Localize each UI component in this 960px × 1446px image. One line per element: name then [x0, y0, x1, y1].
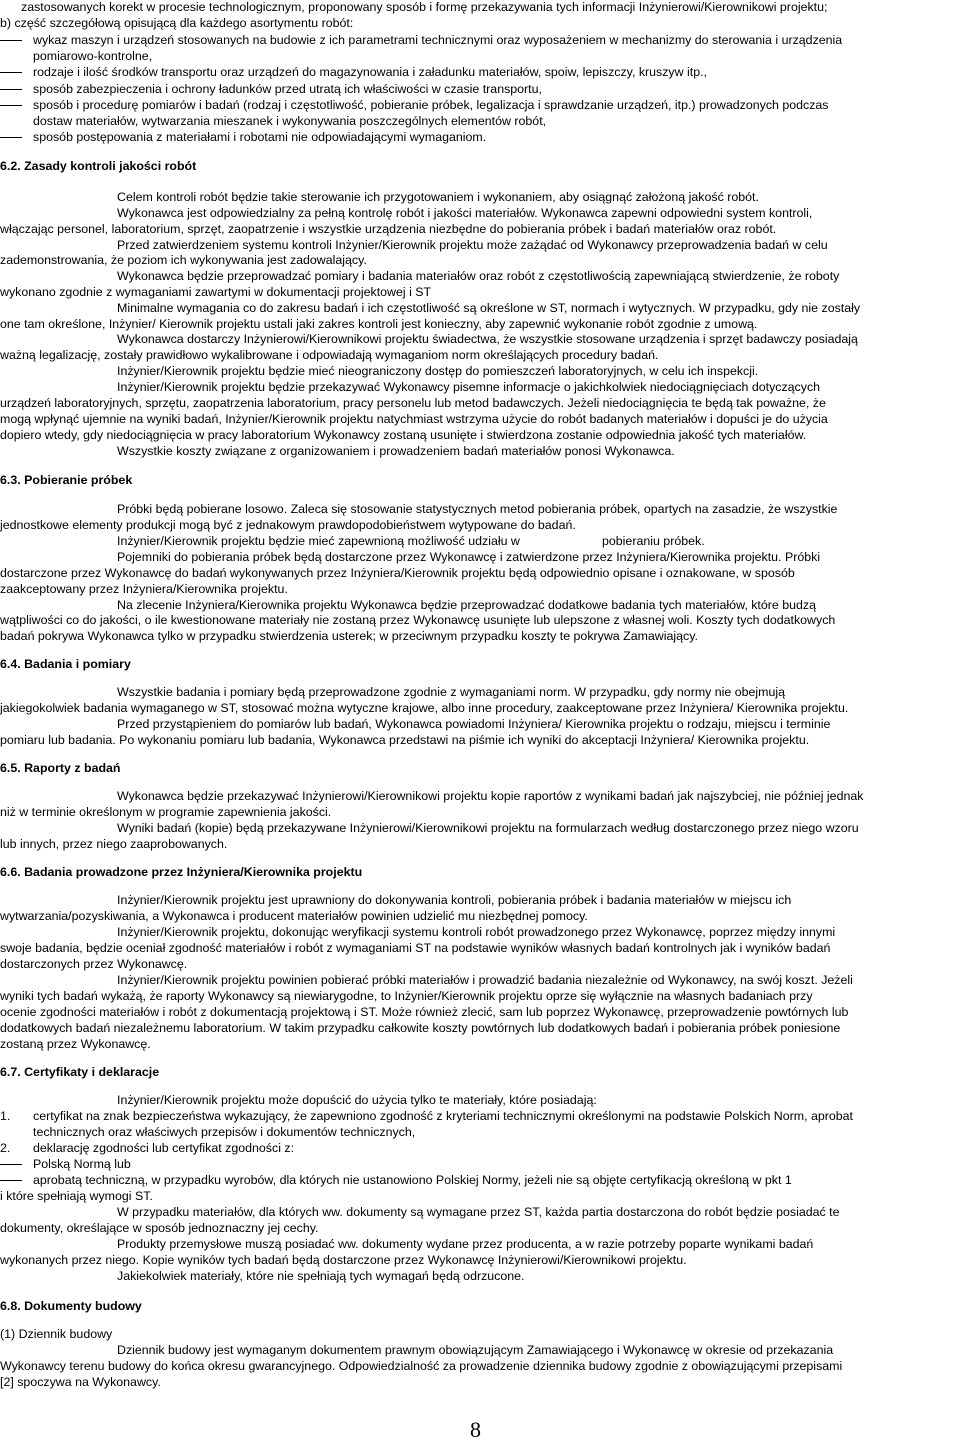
paragraph-line: dostarczonych przez Wykonawcę.: [0, 957, 188, 971]
paragraph-line: dokumenty, określające w sposób jednoznaczny jej cechy.: [0, 1221, 319, 1235]
intro-line: zastosowanych korekt w procesie technologicznym, proponowany sposób i formę przekazywania tych informacji Inżynierowi/Kierownikowi projektu;: [21, 0, 828, 14]
bullet-text: aprobatą techniczną, w przypadku wyrobów, dla których nie ustanowiono Polskiej Normy, jeżeli nie są objęte certyfikacją określoną w pkt 1: [33, 1173, 792, 1187]
bullet-text: sposób postępowania z materiałami i robotami nie odpowiadającymi wymaganiom.: [33, 130, 487, 144]
paragraph-line: dodatkowych badań niezależnemu laboratorium. W takim przypadku całkowite koszty powtórnych lub dodatkowych badań i pobierania próbek poniesione: [0, 1021, 841, 1035]
bullet-text: wykaz maszyn i urządzeń stosowanych na budowie z ich parametrami technicznymi oraz wyposażeniem w mechanizmy do sterowania i urządzenia: [33, 33, 843, 47]
bullet-text: Polską Normą lub: [33, 1157, 131, 1171]
paragraph-line: dostarczone przez Wykonawcę do badań wykonywanych przez Inżyniera/Kierownik projektu będą odpowiednio opisane i oznakowane, w sposób: [0, 566, 795, 580]
paragraph-line: Celem kontroli robót będzie takie sterowanie ich przygotowaniem i wykonaniem, aby osiągnąć założoną jakość robót.: [117, 190, 759, 204]
dash-bullet-icon: [0, 1164, 22, 1165]
paragraph-line: urządzeń laboratoryjnych, sprzętu, zaopatrzenia laboratorium, pracy personelu lub metod badawczych. Jeżeli niedociągnięcia te będą tak poważne, że: [0, 396, 826, 410]
section-heading: 6.3. Pobieranie próbek: [0, 473, 133, 487]
paragraph-line: niż w terminie określonym w programie zapewnienia jakości.: [0, 805, 332, 819]
paragraph-line: zaakceptowany przez Inżyniera/Kierownika projektu.: [0, 582, 288, 596]
paragraph-line: Inżynier/Kierownik projektu będzie mieć zapewnioną możliwość udziału w: [117, 534, 520, 548]
bullet-text: pomiarowo-kontrolne,: [33, 49, 153, 63]
paragraph-line: wykonanych przez niego. Kopie wyników tych badań będą dostarczone przez Wykonawcę Inżynierowi/Kierownikowi projektu.: [0, 1253, 687, 1267]
paragraph-line: Inżynier/Kierownik projektu będzie przekazywać Wykonawcy pisemne informacje o jakichkolwiek niedociągnięciach dotyczących: [117, 380, 821, 394]
paragraph-line: Inżynier/Kierownik projektu będzie mieć nieograniczony dostęp do pomieszczeń laboratoryjnych, w celu ich inspekcji.: [117, 364, 759, 378]
dash-bullet-icon: [0, 72, 22, 73]
paragraph-line: lub innych, przez niego zaaprobowanych.: [0, 837, 228, 851]
paragraph-line: Wykonawcy terenu budowy do końca okresu gwarancyjnego. Odpowiedzialność za prowadzenie dziennika budowy zgodnie z obowiązującymi przepisami: [0, 1359, 843, 1373]
paragraph-line: Wykonawca będzie przekazywać Inżynierowi/Kierownikowi projektu kopie raportów z wynikami badań jak najszybciej, nie później jednak: [117, 789, 864, 803]
paragraph-line: wyniki tych badań wykażą, że raporty Wykonawcy są niewiarygodne, to Inżynier/Kierownik projektu oprze się wyłącznie na własnych badaniach przy: [0, 989, 813, 1003]
dash-bullet-icon: [0, 89, 22, 90]
paragraph-line: Na zlecenie Inżyniera/Kierownika projektu Wykonawca będzie przeprowadzać dodatkowe badania tych materiałów, które budzą: [117, 598, 816, 612]
paragraph-line: zademonstrowania, że poziom ich wykonywania jest zadowalający.: [0, 253, 367, 267]
paragraph-line: Wszystkie badania i pomiary będą przeprowadzone zgodnie z wymaganiami norm. W przypadku, gdy normy nie obejmują: [117, 685, 786, 699]
paragraph-line: one tam określone, Inżynier/ Kierownik projektu ustali jaki zakres kontroli jest konieczny, aby zapewnić wykonanie robót zgodnie z umową.: [0, 317, 758, 331]
section-heading: 6.7. Certyfikaty i deklaracje: [0, 1065, 160, 1079]
paragraph-line: pobieraniu próbek.: [602, 534, 705, 548]
dash-bullet-icon: [0, 40, 22, 41]
intro-line: b) część szczegółową opisującą dla każdego asortymentu robót:: [0, 16, 354, 30]
paragraph-line: jednostkowe elementy produkcji mogą być z jednakowym prawdopodobieństwem wytypowane do badań.: [0, 518, 576, 532]
paragraph-line: badań pokrywa Wykonawca tylko w przypadku stwierdzenia usterek; w przeciwnym przypadku koszty te pokrywa Zamawiający.: [0, 629, 698, 643]
paragraph-line: Inżynier/Kierownik projektu powinien pobierać próbki materiałów i prowadzić badania niezależnie od Wykonawcy, na swój koszt. Jeżeli: [117, 973, 853, 987]
paragraph-line: Inżynier/Kierownik projektu jest uprawniony do dokonywania kontroli, pobierania próbek i badania materiałów w miejscu ich: [117, 893, 792, 907]
paragraph-line: W przypadku materiałów, dla których ww. dokumenty są wymagane przez ST, każda partia dostarczona do robót będzie posiadać te: [117, 1205, 840, 1219]
paragraph-line: wątpliwości co do jakości, o ile kwestionowane materiały nie zostaną przez Wykonawcę usunięte lub ulepszone z własnej woli. Koszty tych dodatkowych: [0, 613, 836, 627]
paragraph-line: Wykonawca jest odpowiedzialny za pełną kontrolę robót i jakości materiałów. Wykonawca zapewni odpowiedni system kontroli,: [117, 206, 813, 220]
paragraph-line: Inżynier/Kierownik projektu może dopuścić do użycia tylko te materiały, które posiadają:: [117, 1093, 597, 1107]
paragraph-line: ważną legalizację, zostały prawidłowo wykalibrowane i odpowiadają wymaganiom norm określających procedury badań.: [0, 348, 659, 362]
dash-bullet-icon: [0, 137, 22, 138]
paragraph-line: wykonano zgodnie z wymaganiami zawartymi w dokumentacji projektowej i ST: [0, 285, 432, 299]
paragraph-line: Pojemniki do pobierania próbek będą dostarczone przez Wykonawcę i zatwierdzone przez Inżyniera/Kierownika projektu. Próbki: [117, 550, 821, 564]
bullet-text: rodzaje i ilość środków transportu oraz urządzeń do magazynowania i załadunku materiałów, spoiw, lepiszczy, kruszyw itp.,: [33, 65, 707, 79]
list-number: 1.: [0, 1109, 11, 1123]
subheading: (1) Dziennik budowy: [0, 1327, 113, 1341]
bullet-text: sposób zabezpieczenia i ochrony ładunków przed utratą ich właściwości w czasie transportu,: [33, 82, 542, 96]
paragraph-line: Próbki będą pobierane losowo. Zaleca się stosowanie statystycznych metod pobierania próbek, opartych na zasadzie, że wszystkie: [117, 502, 838, 516]
paragraph-line: mogą wpłynąć ujemnie na wyniki badań, Inżynier/Kierownik projektu natychmiast wstrzyma użycie do robót badanych materiałów i dopuści je do użycia: [0, 412, 828, 426]
section-heading: 6.2. Zasady kontroli jakości robót: [0, 159, 197, 173]
paragraph-line: ocenie zgodności materiałów i robót z dokumentacją projektową i ST. Może również zlecić, sam lub poprzez Wykonawcę, przeprowadzenie powtórnych lub: [0, 1005, 849, 1019]
section-heading: 6.5. Raporty z badań: [0, 761, 121, 775]
section-heading: 6.4. Badania i pomiary: [0, 657, 131, 671]
paragraph-line: Przed zatwierdzeniem systemu kontroli Inżynier/Kierownik projektu może zażądać od Wykonawcy przeprowadzenia badań w celu: [117, 238, 828, 252]
list-number: 2.: [0, 1141, 11, 1155]
paragraph-line: pomiaru lub badania. Po wykonaniu pomiaru lub badania, Wykonawca przedstawi na piśmie ich wyniki do akceptacji Inżyniera/ Kierownika projektu.: [0, 733, 810, 747]
paragraph-line: Dziennik budowy jest wymaganym dokumentem prawnym obowiązującym Zamawiającego i Wykonawcę w okresie od przekazania: [117, 1343, 834, 1357]
paragraph-line: Inżynier/Kierownik projektu, dokonując weryfikacji systemu kontroli robót prowadzonego przez Wykonawcę, poprzez między innymi: [117, 925, 836, 939]
paragraph-line: Minimalne wymagania co do zakresu badań i ich częstotliwość są określone w ST, normach i wytycznych. W przypadku, gdy nie zostały: [117, 301, 861, 315]
paragraph-line: jakiegokolwiek badania wymaganego w ST, stosować można wytyczne krajowe, albo inne procedury, zaakceptowane przez Inżyniera/ Kierownika projektu.: [0, 701, 849, 715]
paragraph-line: Jakiekolwiek materiały, które nie spełniają tych wymagań będą odrzucone.: [117, 1269, 525, 1283]
bullet-text: dostaw materiałów, wytwarzania mieszanek i wykonywania poszczególnych elementów robót,: [33, 114, 547, 128]
bullet-text: sposób i procedurę pomiarów i badań (rodzaj i częstotliwość, pobieranie próbek, legalizacja i sprawdzanie urządzeń, itp.) prowadzonych podczas: [33, 98, 829, 112]
numbered-item-text: certyfikat na znak bezpieczeństwa wykazujący, że zapewniono zgodność z kryteriami technicznymi określonymi na podstawie Polskich Norm, aprobat: [33, 1109, 853, 1123]
paragraph-line: włączając personel, laboratorium, sprzęt, zaopatrzenie i wszystkie urządzenia niezbędne do pobierania próbek i badań materiałów oraz robót.: [0, 222, 777, 236]
dash-bullet-icon: [0, 1180, 22, 1181]
dash-bullet-icon: [0, 105, 22, 106]
section-heading: 6.6. Badania prowadzone przez Inżyniera/Kierownika projektu: [0, 865, 363, 879]
paragraph-line: Produkty przemysłowe muszą posiadać ww. dokumenty wydane przez producenta, a w razie potrzeby poparte wynikami badań: [117, 1237, 814, 1251]
numbered-item-text: technicznych oraz właściwych przepisów i dokumentów technicznych,: [33, 1125, 416, 1139]
page-number: 8: [470, 1417, 481, 1442]
numbered-item-text: deklarację zgodności lub certyfikat zgodności z:: [33, 1141, 295, 1155]
paragraph-line: zostaną przez Wykonawcę.: [0, 1037, 151, 1051]
paragraph-line: Wykonawca dostarczy Inżynierowi/Kierownikowi projektu świadectwa, że wszystkie stosowane urządzenia i sprzęt badawczy posiadają: [117, 332, 858, 346]
paragraph-line: dopiero wtedy, gdy niedociągnięcia w pracy laboratorium Wykonawcy zostaną usunięte i stwierdzona zostanie odpowiednia jakość tych materiałów.: [0, 428, 807, 442]
paragraph-line: [2] spoczywa na Wykonawcy.: [0, 1375, 161, 1389]
paragraph-line: Przed przystąpieniem do pomiarów lub badań, Wykonawca powiadomi Inżyniera/ Kierownika projektu o rodzaju, miejscu i terminie: [117, 717, 831, 731]
paragraph-line: swoje badania, będzie oceniał zgodność materiałów i robót z wymaganiami ST na podstawie wyników własnych badań kontrolnych jak i wyników badań: [0, 941, 831, 955]
section-heading: 6.8. Dokumenty budowy: [0, 1299, 142, 1313]
paragraph-line: Wszystkie koszty związane z organizowaniem i prowadzeniem badań materiałów ponosi Wykonawca.: [117, 444, 675, 458]
paragraph-line: Wyniki badań (kopie) będą przekazywane Inżynierowi/Kierownikowi projektu na formularzach według dostarczonego przez niego wzoru: [117, 821, 859, 835]
bullet-text: i które spełniają wymogi ST.: [0, 1189, 153, 1203]
paragraph-line: wytwarzania/pozyskiwania, a Wykonawca i producent materiałów powinien udzielić mu niezbędnej pomocy.: [0, 909, 588, 923]
paragraph-line: Wykonawca będzie przeprowadzać pomiary i badania materiałów oraz robót z częstotliwością zapewniającą stwierdzenie, że roboty: [117, 269, 840, 283]
